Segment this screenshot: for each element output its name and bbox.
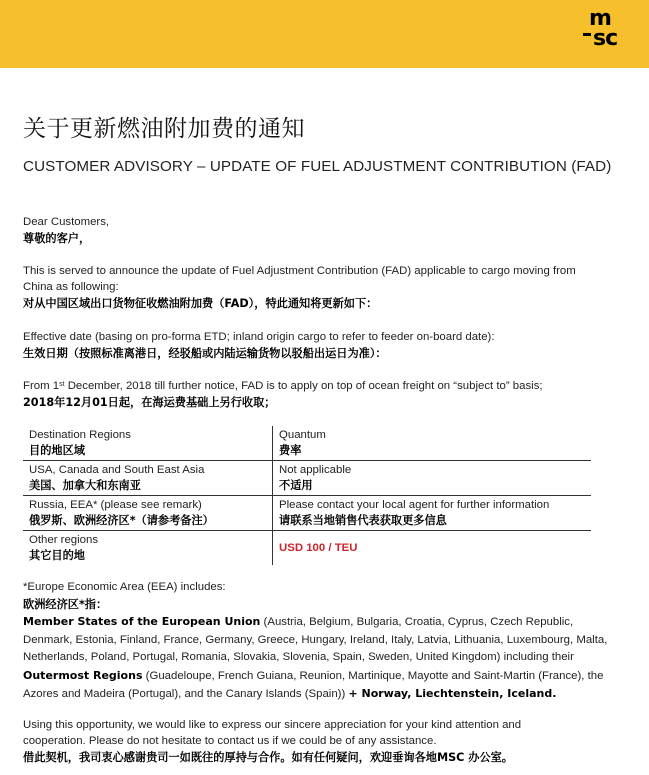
eea-extra: + Norway, Liechtenstein, Iceland. xyxy=(348,687,557,700)
eea-members-paragraph xyxy=(23,613,623,704)
logo-dash xyxy=(583,33,591,36)
region-en: Russia, EEA* (please see remark) xyxy=(29,499,202,511)
member-states-label: Member States of the European Union xyxy=(23,615,261,628)
quantum-en: Please contact your local agent for further information xyxy=(279,499,550,511)
eea-note-en: *Europe Economic Area (EEA) includes: xyxy=(23,581,226,593)
effective-en: Effective date (basing on pro-forma ETD; inland origin cargo to refer to feeder on-board date): xyxy=(23,331,495,343)
table-row xyxy=(23,531,591,566)
table-row xyxy=(23,496,591,531)
quantum-cell xyxy=(273,496,592,531)
closing-en-1: Using this opportunity, we would like to express our sincere appreciation for your kind attention and xyxy=(23,719,522,731)
quantum-en: Not applicable xyxy=(279,464,352,476)
logo-m: m xyxy=(589,6,611,31)
effective-cn: 生效日期（按照标准离港日，经驳船或内陆运输货物以驳船出运日为准）： xyxy=(23,347,387,360)
announce-en-2: China as following: xyxy=(23,281,119,293)
region-cn: 其它目的地 xyxy=(29,549,85,562)
closing-en-2: cooperation. Please do not hesitate to contact us if we could be of any assistance. xyxy=(23,735,437,747)
region-cell xyxy=(23,496,273,531)
outermost-label: Outermost Regions xyxy=(23,668,143,682)
from-line-pre: From 1 xyxy=(23,380,60,392)
from-line-en xyxy=(23,379,543,394)
table-header-row xyxy=(23,426,591,461)
table-row xyxy=(23,461,591,496)
header-destination-en: Destination Regions xyxy=(29,429,131,441)
region-cn: 美国、加拿大和东南亚 xyxy=(29,479,141,492)
quantum-cn: 请联系当地销售代表获取更多信息 xyxy=(279,514,447,527)
closing-cn: 借此契机，我司衷心感谢贵司一如既往的厚持与合作。如有任何疑问，欢迎垂询各地MSC 办公室。 xyxy=(23,751,513,764)
region-cn: 俄罗斯、欧洲经济区*（请参考备注） xyxy=(29,514,214,527)
msc-logo xyxy=(585,6,633,55)
quantum-value: USD 100 / TEU xyxy=(279,541,358,554)
quantum-cell xyxy=(273,531,592,566)
header-quantum xyxy=(273,426,592,461)
eea-note-cn: 欧洲经济区*指： xyxy=(23,598,108,611)
header-destination-cn: 目的地区域 xyxy=(29,444,85,457)
quantum-cn: 不适用 xyxy=(279,479,313,492)
header-destination xyxy=(23,426,273,461)
region-cell xyxy=(23,531,273,566)
from-line-post: December, 2018 till further notice, FAD is to apply on top of ocean freight on “subject to” basis; xyxy=(64,380,543,392)
region-en: Other regions xyxy=(29,534,99,546)
header-quantum-en: Quantum xyxy=(279,429,326,441)
announce-en-1: This is served to announce the update of Fuel Adjustment Contribution (FAD) applicable to cargo moving from xyxy=(23,265,576,277)
member-states-text: (Austria, Belgium, Bulgaria, Croatia, Cyprus, Czech Republic, Denmark, Estonia, Finland, France, Germany, Greece, Hungary, Ireland, Italy, Latvia, Lithuania, Luxembourg, Malta, Netherlands, Poland, Portugal, Romania, Slovakia, Slovenia, Spain, Sweden, United Kingdom) including their xyxy=(23,616,608,663)
greeting-cn: 尊敬的客户， xyxy=(23,232,91,245)
region-en: USA, Canada and South East Asia xyxy=(29,464,205,476)
from-line-cn: 2018年12月01日起，在海运费基础上另行收取； xyxy=(23,396,276,409)
header-bar xyxy=(0,0,649,68)
region-cell xyxy=(23,461,273,496)
quantum-cell xyxy=(273,461,592,496)
logo-sc: sc xyxy=(593,26,618,51)
from-line-sup: st xyxy=(59,381,65,388)
title-en: CUSTOMER ADVISORY – UPDATE OF FUEL ADJUSTMENT CONTRIBUTION (FAD) xyxy=(23,158,612,175)
announce-cn: 对从中国区域出口货物征收燃油附加费（FAD），特此通知将更新如下： xyxy=(23,297,378,310)
greeting-en: Dear Customers, xyxy=(23,216,110,228)
regions-table xyxy=(23,426,591,565)
title-cn: 关于更新燃油附加费的通知 xyxy=(23,116,305,142)
outermost-text: (Guadeloupe, French Guiana, Reunion, Martinique, Mayotte and Saint-Martin (France), the Azores and Madeira (Portugal), and the Canary Islands (Spain)) xyxy=(23,669,604,700)
header-quantum-cn: 费率 xyxy=(279,444,302,457)
